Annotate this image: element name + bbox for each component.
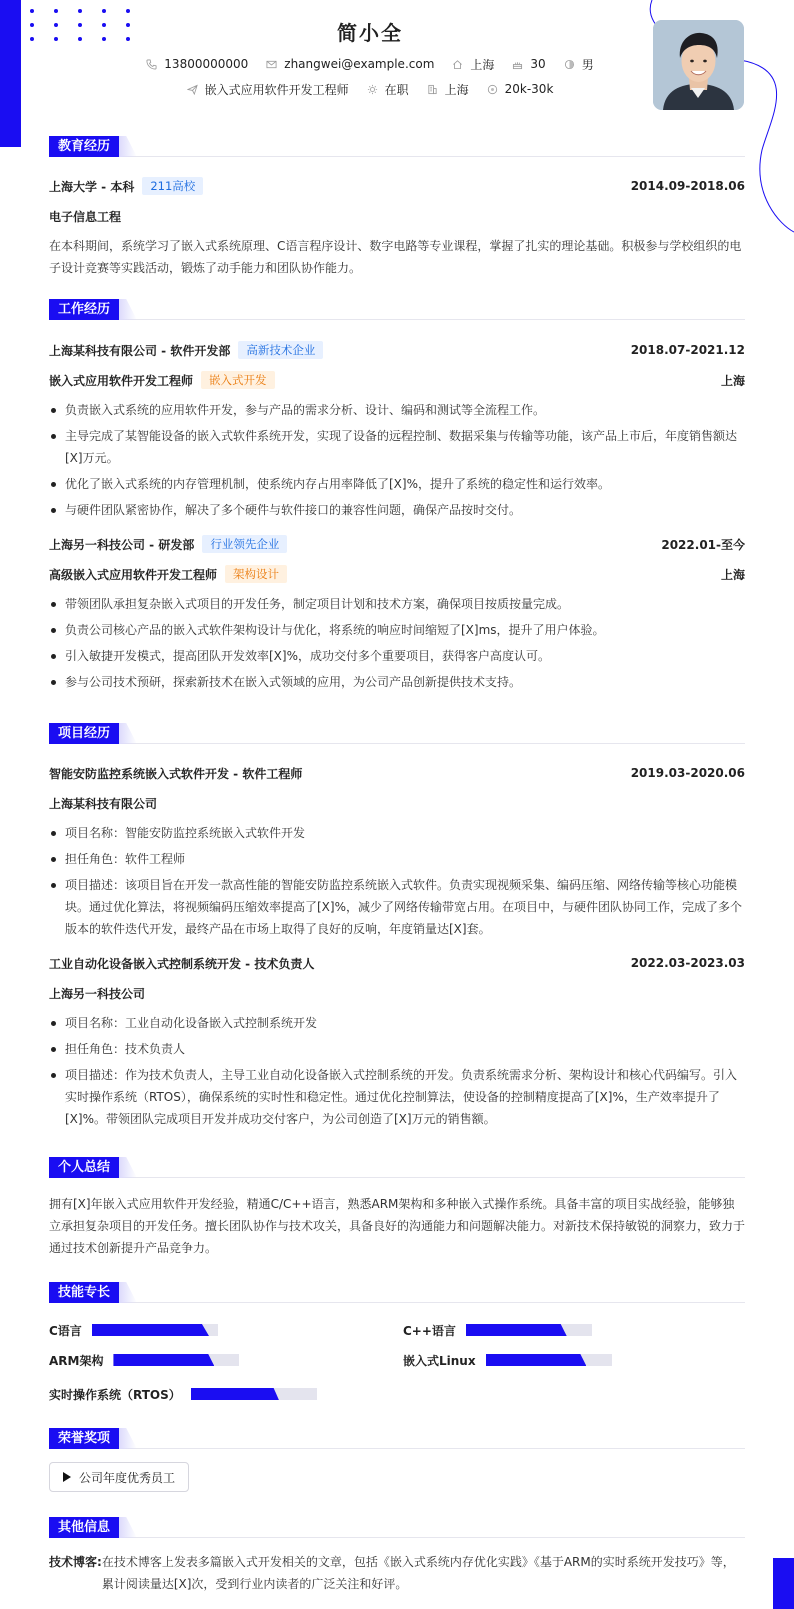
- list-item: 与硬件团队紧密协作，解决了多个硬件与软件接口的兼容性问题，确保产品按时交付。: [49, 499, 745, 521]
- skill-item: [403, 1319, 592, 1341]
- mail-icon: [266, 59, 277, 70]
- left-accent-bar: [0, 0, 21, 147]
- project-name: 智能安防监控系统嵌入式软件开发 - 软件工程师: [49, 766, 303, 781]
- intent-city-info: [427, 81, 469, 98]
- age-info: [512, 57, 545, 71]
- intent-job-info: [187, 81, 349, 98]
- work-period: 2022.01-至今: [661, 537, 745, 552]
- skill-name: C++语言: [403, 1323, 456, 1338]
- skill-name: C语言: [49, 1323, 82, 1338]
- gender-info: [564, 56, 594, 73]
- phone-info: [146, 57, 248, 71]
- title-decoration: [119, 136, 137, 157]
- home-icon: [452, 59, 463, 70]
- education-section: [49, 136, 745, 279]
- work-item: [49, 337, 745, 521]
- resume-header: [120, 16, 620, 100]
- building-icon: [427, 84, 438, 95]
- email-text: zhangwei@example.com: [284, 57, 435, 71]
- project-item: [49, 950, 745, 1130]
- list-item: 项目描述：作为技术负责人，主导工业自动化设备嵌入式控制系统的开发。负责系统需求分析、架构设计和核心代码编写。引入实时操作系统（RTOS），确保系统的实时性和稳定性。通过优化控制算法，使设备的控制精度提高了[X]%，生产效率提升了[X]%。带领团队完成项目开发并成功交付客户，为公司创造了[X]万元的销售额。: [49, 1064, 745, 1130]
- skill-bar-fill: [113, 1354, 214, 1366]
- work-title: [49, 299, 745, 320]
- project-company-row: [49, 790, 745, 816]
- summary-title: [49, 1157, 745, 1178]
- work-company: 上海另一科技公司 - 研发部: [49, 537, 195, 552]
- status-icon: [367, 84, 378, 95]
- salary-info: [487, 82, 554, 96]
- phone-icon: [146, 59, 157, 70]
- coin-icon: [487, 84, 498, 95]
- project-period: 2022.03-2023.03: [630, 956, 745, 970]
- school-name: 上海大学 - 本科: [49, 179, 135, 194]
- title-decoration: [119, 1517, 137, 1538]
- intent-city-text: 上海: [444, 82, 469, 97]
- other-title-label: 其他信息: [49, 1517, 119, 1538]
- status-text: 在职: [384, 82, 409, 97]
- list-item: 担任角色：软件工程师: [49, 848, 745, 870]
- education-header-row: [49, 173, 745, 199]
- education-period: 2014.09-2018.06: [630, 179, 745, 193]
- skills-grid: [49, 1309, 745, 1405]
- project-bullets: [49, 1012, 745, 1130]
- skill-bar-fill: [486, 1354, 587, 1366]
- skills-section: [49, 1282, 745, 1405]
- basic-info-row: [120, 53, 620, 75]
- work-role-row: [49, 561, 745, 587]
- summary-title-label: 个人总结: [49, 1157, 119, 1178]
- list-item: 引入敏捷开发模式，提高团队开发效率[X]%，成功交付多个重要项目，获得客户高度认可。: [49, 645, 745, 667]
- blog-label: 技术博客:: [49, 1555, 102, 1569]
- phone-text: 13800000000: [164, 57, 249, 71]
- location-text: 上海: [470, 57, 495, 72]
- project-title-label: 项目经历: [49, 723, 119, 744]
- title-decoration: [119, 1428, 137, 1449]
- skills-title-label: 技能专长: [49, 1282, 119, 1303]
- other-section: [49, 1517, 745, 1595]
- project-period: 2019.03-2020.06: [630, 766, 745, 780]
- cake-icon: [512, 59, 523, 70]
- title-decoration: [119, 299, 137, 320]
- company-badge: 行业领先企业: [202, 535, 287, 553]
- status-info: [367, 81, 409, 98]
- education-title: [49, 136, 745, 157]
- skill-bar: [486, 1354, 612, 1366]
- skill-bar: [92, 1324, 218, 1336]
- list-item: 项目名称：智能安防监控系统嵌入式软件开发: [49, 822, 745, 844]
- project-name: 工业自动化设备嵌入式控制系统开发 - 技术负责人: [49, 956, 315, 971]
- blog-text: 在技术博客上发表多篇嵌入式开发相关的文章，包括《嵌入式系统内存优化实践》《基于ARM的实时系统开发技巧》等，累计阅读量达[X]次，受到行业内读者的广泛关注和好评。: [101, 1555, 735, 1591]
- awards-section: [49, 1428, 745, 1492]
- list-item: 主导完成了某智能设备的嵌入式软件系统开发，实现了设备的远程控制、数据采集与传输等功能，该产品上市后，年度销售额达[X]万元。: [49, 425, 745, 469]
- skill-name: ARM架构: [49, 1353, 104, 1368]
- avatar-portrait-icon: [653, 20, 744, 110]
- candidate-name: 简小全: [337, 21, 403, 45]
- job-intent-row: [120, 78, 620, 100]
- summary-section: [49, 1157, 745, 1259]
- awards-list: [49, 1462, 745, 1492]
- education-description: 在本科期间，系统学习了嵌入式系统原理、C语言程序设计、数字电路等专业课程，掌握了扎实的理论基础。积极参与学校组织的电子设计竞赛等实践活动，锻炼了动手能力和团队协作能力。: [49, 239, 742, 275]
- project-item: [49, 760, 745, 940]
- skill-item: [49, 1383, 317, 1405]
- skill-item: [49, 1349, 239, 1371]
- blog-info-row: [49, 1551, 745, 1595]
- skills-title: [49, 1282, 745, 1303]
- list-item: 负责公司核心产品的嵌入式软件架构设计与优化，将系统的响应时间缩短了[X]ms，提升了用户体验。: [49, 619, 745, 641]
- email-info: [266, 57, 434, 71]
- salary-text: 20k-30k: [504, 82, 554, 96]
- company-badge: 高新技术企业: [238, 341, 323, 359]
- skill-name: 实时操作系统（RTOS）: [49, 1387, 181, 1402]
- profile-photo: [653, 20, 744, 110]
- work-company-row: [49, 531, 745, 557]
- role-badge: 架构设计: [225, 565, 287, 583]
- title-decoration: [119, 1157, 137, 1178]
- skill-bar: [466, 1324, 592, 1336]
- title-decoration: [119, 723, 137, 744]
- project-header-row: [49, 950, 745, 976]
- role-badge: 嵌入式开发: [201, 371, 275, 389]
- work-section: [49, 299, 745, 697]
- awards-title: [49, 1428, 745, 1449]
- work-city: 上海: [720, 567, 745, 582]
- major-row: [49, 203, 745, 229]
- work-city: 上海: [720, 373, 745, 388]
- skill-bar-fill: [191, 1388, 279, 1400]
- list-item: 担任角色：技术负责人: [49, 1038, 745, 1060]
- right-accent-bar: [773, 1558, 794, 1609]
- work-title-label: 工作经历: [49, 299, 119, 320]
- location-info: [452, 56, 494, 73]
- list-item: 项目名称：工业自动化设备嵌入式控制系统开发: [49, 1012, 745, 1034]
- work-item: [49, 531, 745, 693]
- age-text: 30: [530, 57, 546, 71]
- major-name: 电子信息工程: [49, 209, 122, 224]
- project-company: 上海某科技有限公司: [49, 796, 158, 811]
- intent-job-text: 嵌入式应用软件开发工程师: [204, 82, 349, 97]
- skill-bar: [113, 1354, 239, 1366]
- skill-bar-fill: [92, 1324, 209, 1336]
- gender-icon: [564, 59, 575, 70]
- work-role: 嵌入式应用软件开发工程师: [49, 373, 194, 388]
- education-title-label: 教育经历: [49, 136, 119, 157]
- project-header-row: [49, 760, 745, 786]
- send-icon: [187, 84, 198, 95]
- work-company: 上海某科技有限公司 - 软件开发部: [49, 343, 231, 358]
- project-company: 上海另一科技公司: [49, 986, 146, 1001]
- work-role: 高级嵌入式应用软件开发工程师: [49, 567, 218, 582]
- list-item: 带领团队承担复杂嵌入式项目的开发任务，制定项目计划和技术方案，确保项目按质按量完成。: [49, 593, 745, 615]
- skill-name: 嵌入式Linux: [403, 1353, 476, 1368]
- skill-item: [403, 1349, 612, 1371]
- work-role-row: [49, 367, 745, 393]
- play-triangle-icon: [63, 1472, 71, 1482]
- skill-bar-fill: [466, 1324, 567, 1336]
- project-section: [49, 723, 745, 1134]
- award-name: 公司年度优秀员工: [79, 1470, 176, 1485]
- project-bullets: [49, 822, 745, 940]
- list-item: 参与公司技术预研，探索新技术在嵌入式领域的应用，为公司产品创新提供技术支持。: [49, 671, 745, 693]
- list-item: 负责嵌入式系统的应用软件开发，参与产品的需求分析、设计、编码和测试等全流程工作。: [49, 399, 745, 421]
- title-decoration: [119, 1282, 137, 1303]
- awards-title-label: 荣誉奖项: [49, 1428, 119, 1449]
- list-item: 优化了嵌入式系统的内存管理机制，使系统内存占用率降低了[X]%，提升了系统的稳定性和运行效率。: [49, 473, 745, 495]
- work-bullets: [49, 399, 745, 521]
- summary-text: 拥有[X]年嵌入式应用软件开发经验，精通C/C++语言，熟悉ARM架构和多种嵌入式操作系统。具备丰富的项目实战经验，能够独立承担复杂项目的开发任务。擅长团队协作与技术攻关，具备良好的沟通能力和问题解决能力。对新技术保持敏锐的洞察力，致力于通过技术创新提升产品竞争力。: [49, 1197, 746, 1255]
- other-title: [49, 1517, 745, 1538]
- school-badge: 211高校: [142, 177, 203, 195]
- work-period: 2018.07-2021.12: [630, 343, 745, 357]
- work-company-row: [49, 337, 745, 363]
- project-title: [49, 723, 745, 744]
- list-item: 项目描述：该项目旨在开发一款高性能的智能安防监控系统嵌入式软件。负责实现视频采集、编码压缩、网络传输等核心功能模块。通过优化算法，将视频编码压缩效率提高了[X]%，减少了网络传输带宽占用。在项目中，与硬件团队协同工作，完成了多个版本的软件迭代开发，最终产品在市场上取得了良好的反响，年度销量达[X]套。: [49, 874, 745, 940]
- project-company-row: [49, 980, 745, 1006]
- award-item: [49, 1462, 189, 1492]
- work-bullets: [49, 593, 745, 693]
- skill-bar: [191, 1388, 317, 1400]
- gender-text: 男: [581, 57, 594, 72]
- skill-item: [49, 1319, 218, 1341]
